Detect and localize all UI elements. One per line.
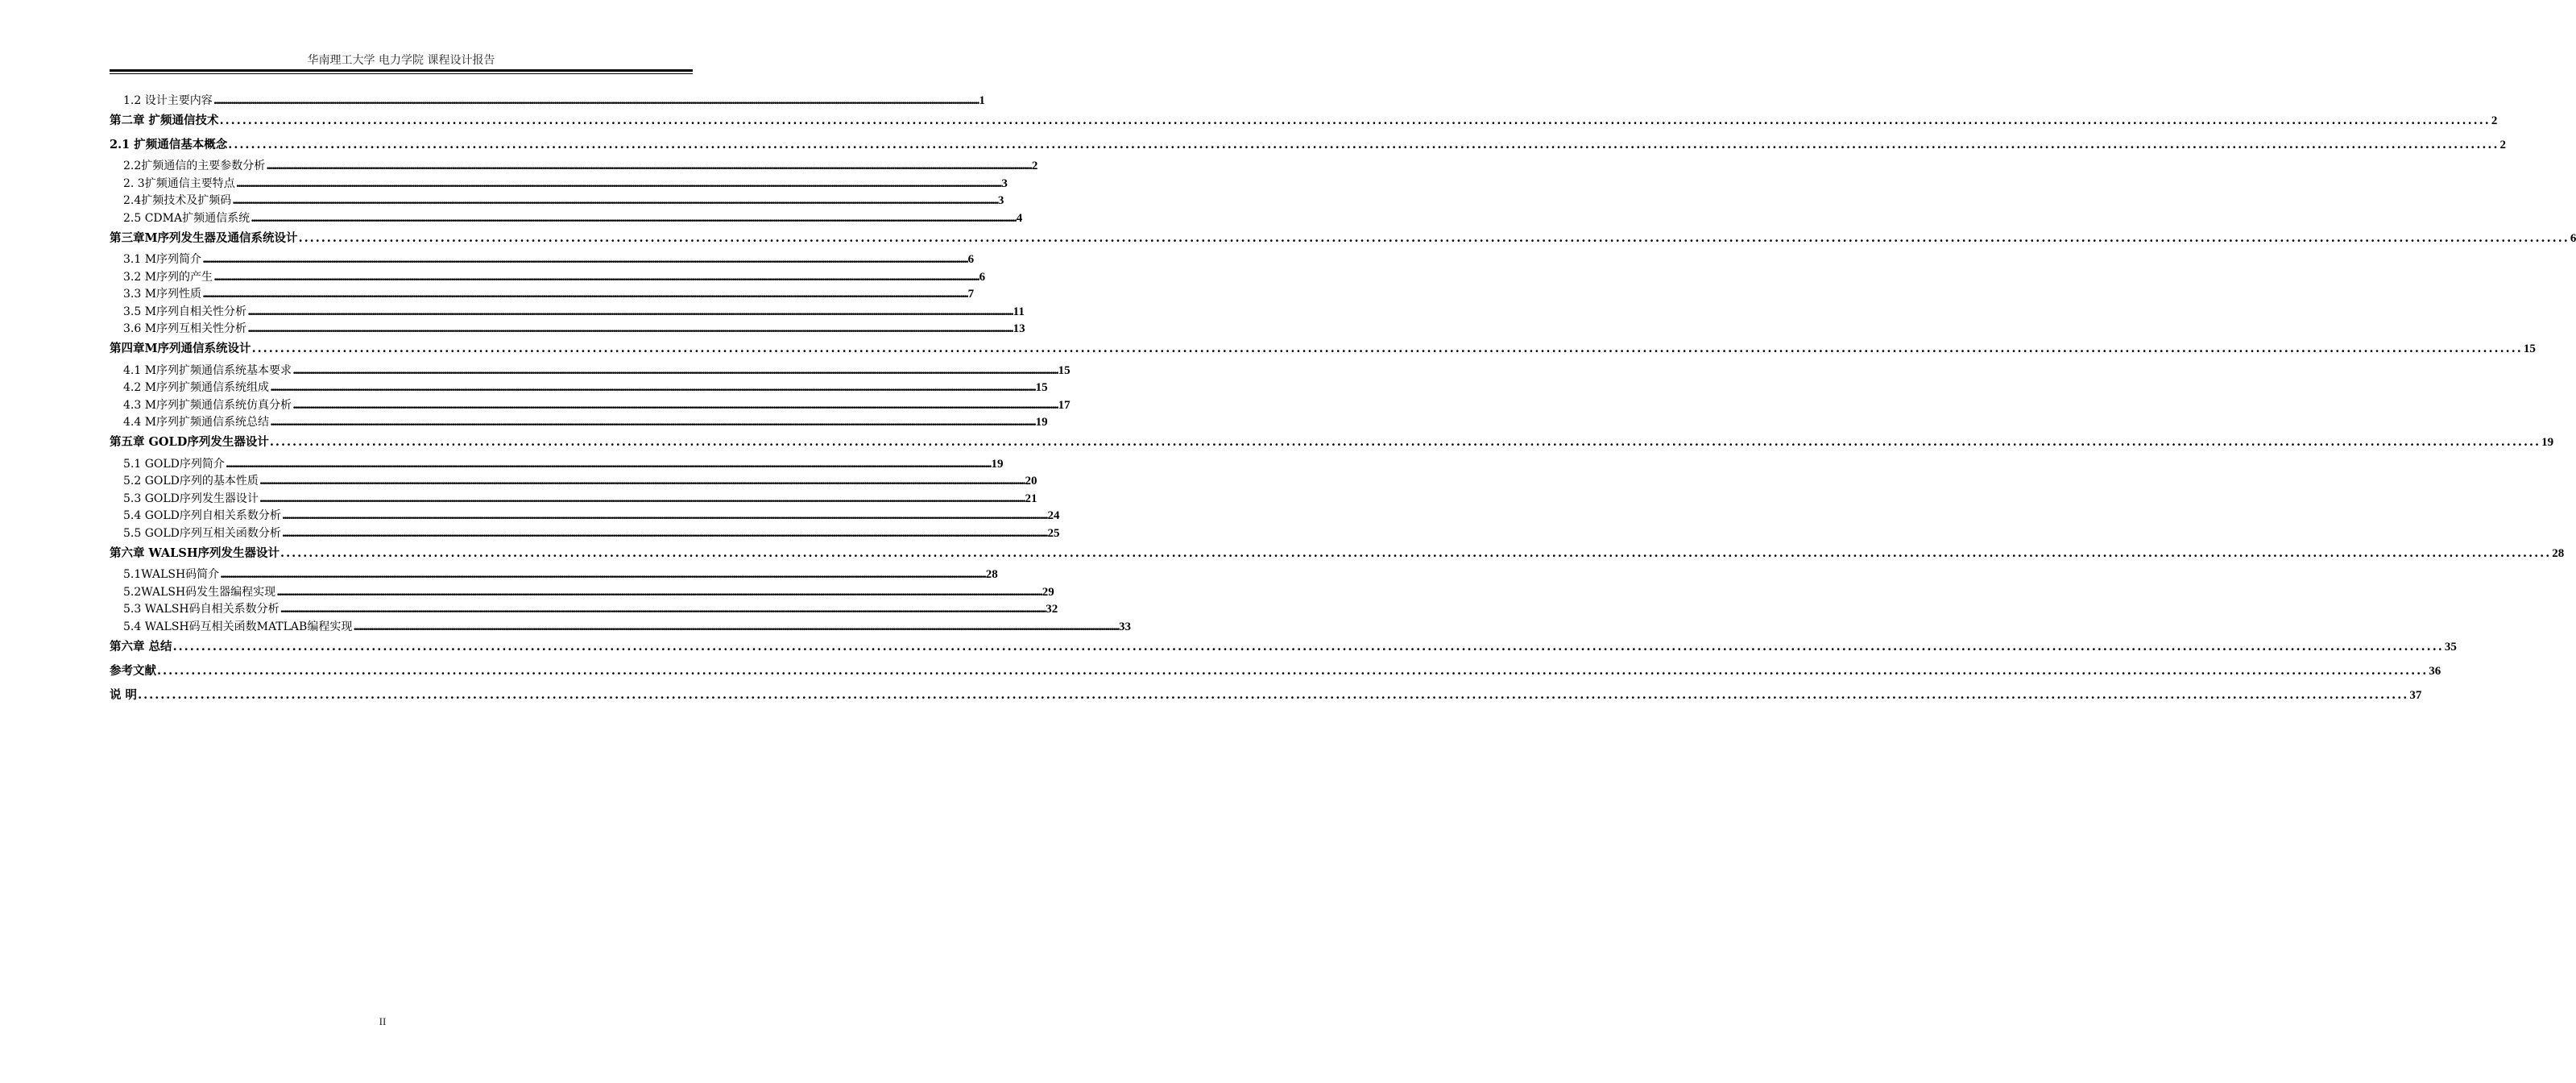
toc-entry-title: 3.2 M序列的产生 — [123, 270, 213, 284]
dot-leader: ................................................................................................................................................................................................................................................................................................................................................................................................................ — [157, 663, 2429, 678]
toc-chapter-entry[interactable] — [110, 430, 2554, 454]
toc-entry-title: 2.1 扩频通信基本概念 — [110, 137, 228, 151]
dot-leader: ................................................................................................................................................................................................................................................................................................................................................................................................................ — [292, 398, 1058, 412]
toc-entry-page: 29 — [1042, 585, 1054, 599]
dot-leader: ................................................................................................................................................................................................................................................................................................................................................................................................................ — [251, 211, 1016, 225]
toc-entry-title: 4.4 M序列扩频通信系统总结 — [123, 416, 270, 429]
dot-leader: ................................................................................................................................................................................................................................................................................................................................................................................................................ — [281, 509, 1047, 522]
toc-section-entry[interactable] — [110, 209, 1023, 226]
header-rule-thick — [110, 69, 693, 72]
toc-entry-page: 19 — [2541, 436, 2554, 449]
toc-entry-title: 4.1 M序列扩频通信系统基本要求 — [123, 363, 292, 377]
toc-entry-page: 6 — [979, 270, 986, 284]
toc-entry-title: 5.5 GOLD序列互相关函数分析 — [123, 526, 281, 540]
toc-chapter-entry[interactable] — [110, 635, 2457, 659]
toc-chapter-entry[interactable] — [110, 683, 2422, 707]
dot-leader: ................................................................................................................................................................................................................................................................................................................................................................................................................ — [138, 687, 2409, 702]
dot-leader: ................................................................................................................................................................................................................................................................................................................................................................................................................ — [281, 526, 1047, 540]
dot-leader: ................................................................................................................................................................................................................................................................................................................................................................................................................ — [266, 160, 1031, 172]
toc-section-entry[interactable] — [110, 507, 1060, 525]
dot-leader: ................................................................................................................................................................................................................................................................................................................................................................................................................ — [172, 639, 2444, 654]
toc-entry-page: 11 — [1013, 305, 1025, 318]
dot-leader: ................................................................................................................................................................................................................................................................................................................................................................................................................ — [259, 492, 1025, 505]
toc-entry-title: 第六章 WALSH序列发生器设计 — [110, 546, 280, 560]
toc-entry-title: 5.1 GOLD序列简介 — [123, 457, 225, 471]
toc-entry-title: 1.2 设计主要内容 — [123, 93, 213, 107]
dot-leader: ................................................................................................................................................................................................................................................................................................................................................................................................................ — [213, 270, 979, 284]
toc-entry-page: 7 — [967, 288, 975, 301]
toc-section-entry[interactable] — [110, 600, 1058, 618]
dot-leader: ................................................................................................................................................................................................................................................................................................................................................................................................................ — [232, 194, 997, 207]
dot-leader: ................................................................................................................................................................................................................................................................................................................................................................................................................ — [228, 137, 2499, 151]
dot-leader: ................................................................................................................................................................................................................................................................................................................................................................................................................ — [270, 416, 1035, 429]
toc-entry-title: 5.1WALSH码简介 — [123, 568, 220, 581]
toc-section-entry[interactable] — [110, 174, 1008, 192]
toc-entry-title: 5.2WALSH码发生器编程实现 — [123, 585, 276, 599]
toc-entry-page: 2 — [2491, 114, 2498, 127]
toc-entry-page: 15 — [1058, 363, 1071, 377]
toc-chapter-entry[interactable] — [110, 226, 2576, 251]
toc-entry-title: 第五章 GOLD序列发生器设计 — [110, 435, 269, 449]
toc-entry-page: 4 — [1016, 211, 1023, 225]
toc-section-entry[interactable] — [110, 396, 1071, 413]
toc-entry-page: 3 — [997, 194, 1004, 207]
page-number: II — [379, 1015, 387, 1027]
dot-leader: ................................................................................................................................................................................................................................................................................................................................................................................................................ — [269, 435, 2541, 449]
dot-leader: ................................................................................................................................................................................................................................................................................................................................................................................................................ — [219, 113, 2491, 127]
toc-section-entry[interactable] — [110, 302, 1025, 320]
toc-entry-title: 第二章 扩频通信技术 — [110, 113, 219, 127]
toc-chapter-entry[interactable] — [110, 109, 2498, 133]
toc-section-entry[interactable] — [110, 379, 1048, 396]
toc-entry-page: 20 — [1025, 475, 1037, 488]
dot-leader: ................................................................................................................................................................................................................................................................................................................................................................................................................ — [213, 93, 979, 107]
toc-entry-page: 1 — [979, 93, 985, 107]
toc-entry-page: 36 — [2429, 664, 2441, 678]
toc-section-entry[interactable] — [110, 91, 985, 109]
toc-entry-title: 5.4 WALSH码互相关函数MATLAB编程实现 — [123, 620, 353, 633]
toc-entry-page: 33 — [1118, 620, 1131, 633]
toc-section-entry[interactable] — [110, 454, 1004, 472]
toc-chapter-entry[interactable] — [110, 542, 2565, 566]
dot-leader: ................................................................................................................................................................................................................................................................................................................................................................................................................ — [280, 546, 2552, 560]
toc-entry-title: 第四章M序列通信系统设计 — [110, 342, 251, 355]
toc-section-entry[interactable] — [110, 524, 1060, 542]
toc-entry-page: 3 — [1001, 176, 1008, 190]
toc-entry-page: 25 — [1047, 526, 1060, 540]
toc-chapter-entry[interactable] — [110, 337, 2536, 361]
toc-entry-page: 19 — [1035, 416, 1048, 429]
dot-leader: ................................................................................................................................................................................................................................................................................................................................................................................................................ — [298, 230, 2570, 245]
toc-chapter-entry[interactable] — [110, 133, 2507, 157]
toc-entry-page: 2 — [2499, 138, 2507, 151]
toc-entry-title: 3.6 M序列互相关性分析 — [123, 322, 247, 335]
toc-section-entry[interactable] — [110, 583, 1054, 600]
toc-section-entry[interactable] — [110, 320, 1025, 338]
toc-entry-title: 4.2 M序列扩频通信系统组成 — [123, 381, 270, 394]
toc-entry-title: 5.3 GOLD序列发生器设计 — [123, 492, 259, 505]
toc-section-entry[interactable] — [110, 566, 998, 583]
dot-leader: ................................................................................................................................................................................................................................................................................................................................................................................................................ — [292, 363, 1058, 377]
toc-entry-page: 24 — [1047, 509, 1060, 522]
toc-entry-page: 15 — [1035, 381, 1048, 394]
toc-section-entry[interactable] — [110, 472, 1037, 490]
toc-entry-title: 4.3 M序列扩频通信系统仿真分析 — [123, 398, 292, 412]
dot-leader: ................................................................................................................................................................................................................................................................................................................................................................................................................ — [251, 342, 2523, 355]
toc-entry-title: 2.2扩频通信的主要参数分析 — [123, 160, 266, 172]
toc-section-entry[interactable] — [110, 489, 1037, 507]
dot-leader: ................................................................................................................................................................................................................................................................................................................................................................................................................ — [280, 603, 1046, 616]
toc-section-entry[interactable] — [110, 192, 1004, 210]
toc-entry-title: 说 明 — [110, 687, 138, 702]
toc-entry-page: 32 — [1046, 603, 1058, 616]
dot-leader: ................................................................................................................................................................................................................................................................................................................................................................................................................ — [247, 305, 1013, 318]
dot-leader: ................................................................................................................................................................................................................................................................................................................................................................................................................ — [270, 381, 1035, 394]
dot-leader: ................................................................................................................................................................................................................................................................................................................................................................................................................ — [235, 176, 1001, 190]
toc-entry-page: 6 — [967, 253, 975, 266]
running-header: 华南理工大学 电力学院 课程设计报告 — [307, 54, 495, 67]
toc-entry-title: 2.4扩频技术及扩频码 — [123, 194, 232, 207]
dot-leader: ................................................................................................................................................................................................................................................................................................................................................................................................................ — [202, 253, 967, 266]
toc-entry-page: 13 — [1013, 322, 1025, 335]
toc-entry-title: 2. 3扩频通信主要特点 — [123, 176, 235, 190]
dot-leader: ................................................................................................................................................................................................................................................................................................................................................................................................................ — [276, 585, 1042, 599]
toc-entry-page: 15 — [2523, 342, 2536, 355]
toc-entry-title: 2.5 CDMA扩频通信系统 — [123, 211, 251, 225]
toc-entry-page: 21 — [1025, 492, 1037, 505]
toc-entry-page: 28 — [985, 568, 998, 581]
dot-leader: ................................................................................................................................................................................................................................................................................................................................................................................................................ — [220, 568, 985, 581]
toc-section-entry[interactable] — [110, 268, 986, 285]
table-of-contents — [110, 91, 2576, 707]
toc-entry-title: 5.4 GOLD序列自相关系数分析 — [123, 509, 281, 522]
toc-entry-title: 参考文献 — [110, 663, 156, 678]
toc-section-entry[interactable] — [110, 285, 975, 303]
toc-section-entry[interactable] — [110, 617, 1131, 635]
toc-entry-page: 37 — [2409, 688, 2422, 702]
toc-entry-title: 5.3 WALSH码自相关系数分析 — [123, 603, 280, 616]
toc-section-entry[interactable] — [110, 413, 1048, 431]
toc-entry-page: 28 — [2552, 546, 2565, 560]
dot-leader: ................................................................................................................................................................................................................................................................................................................................................................................................................ — [202, 288, 967, 301]
dot-leader: ................................................................................................................................................................................................................................................................................................................................................................................................................ — [247, 322, 1013, 335]
toc-section-entry[interactable] — [110, 361, 1071, 379]
toc-entry-page: 2 — [1031, 160, 1038, 172]
dot-leader: ................................................................................................................................................................................................................................................................................................................................................................................................................ — [225, 457, 991, 471]
dot-leader: ................................................................................................................................................................................................................................................................................................................................................................................................................ — [353, 620, 1118, 633]
toc-entry-page: 19 — [991, 457, 1004, 471]
header-rule-thin — [110, 73, 693, 74]
toc-entry-title: 3.5 M序列自相关性分析 — [123, 305, 247, 318]
toc-chapter-entry[interactable] — [110, 659, 2441, 683]
toc-entry-title: 3.1 M序列简介 — [123, 253, 202, 266]
toc-entry-page: 6 — [2570, 231, 2576, 245]
toc-section-entry[interactable] — [110, 157, 1038, 175]
toc-entry-title: 3.3 M序列性质 — [123, 288, 202, 301]
toc-entry-title: 5.2 GOLD序列的基本性质 — [123, 475, 259, 488]
toc-entry-page: 35 — [2444, 640, 2457, 654]
toc-entry-page: 17 — [1058, 398, 1071, 412]
toc-section-entry[interactable] — [110, 251, 975, 268]
dot-leader: ................................................................................................................................................................................................................................................................................................................................................................................................................ — [259, 475, 1025, 488]
toc-entry-title: 第三章M序列发生器及通信系统设计 — [110, 230, 298, 245]
toc-entry-title: 第六章 总结 — [110, 639, 172, 654]
